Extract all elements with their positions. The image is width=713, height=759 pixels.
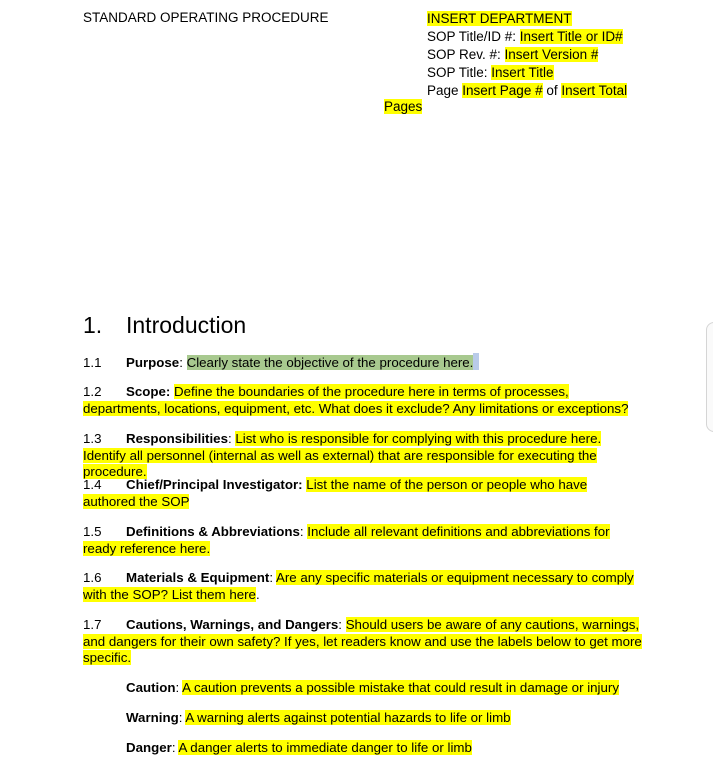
item-number: 1.3 — [83, 431, 102, 446]
item-placeholder[interactable]: List the name of the person or people who have authored the SOP — [83, 477, 588, 509]
item-label: Cautions, Warnings, and Dangers — [126, 617, 339, 632]
item-sep: : — [338, 617, 346, 632]
item-number: 1.2 — [83, 384, 102, 399]
item-sep: : — [299, 524, 308, 539]
title-id-label: SOP Title/ID #: — [427, 29, 520, 44]
title-label: SOP Title: — [427, 65, 492, 80]
note-label: Danger — [126, 740, 172, 755]
list-item — [83, 353, 643, 372]
selection-end — [473, 353, 479, 370]
item-number: 1.7 — [83, 617, 102, 632]
section-heading — [83, 312, 246, 339]
item-number: 1.4 — [83, 477, 102, 492]
note-placeholder[interactable]: A warning alerts against potential hazards to life or limb — [185, 710, 511, 725]
item-sep: : — [179, 355, 187, 370]
item-sep: : — [227, 431, 236, 446]
item-label: Definitions & Abbreviations — [126, 524, 300, 539]
danger-note — [126, 740, 472, 757]
item-placeholder[interactable]: Are any specific materials or equipment necessary to comply with the SOP? List them here — [83, 570, 634, 602]
item-tail: . — [255, 586, 260, 602]
warning-note — [126, 710, 511, 727]
section-number: 1. — [83, 312, 103, 338]
item-label: Purpose — [126, 355, 180, 370]
item-label: Scope: — [126, 384, 171, 399]
list-item — [83, 570, 643, 603]
note-sep: : — [171, 740, 179, 755]
list-item — [83, 617, 643, 667]
note-label: Warning — [126, 710, 179, 725]
item-sep: : — [269, 570, 276, 585]
page-number-placeholder[interactable]: Insert Page # — [462, 83, 543, 98]
list-item — [83, 524, 643, 557]
item-number: 1.1 — [83, 355, 102, 370]
item-label: Chief/Principal Investigator: — [126, 477, 303, 492]
page-label: Page — [427, 83, 463, 98]
item-placeholder[interactable]: Include all relevant definitions and abbreviations for ready reference here. — [83, 524, 610, 556]
note-sep: : — [175, 680, 183, 695]
selected-text[interactable]: Clearly state the objective of the procedure here. — [186, 355, 474, 370]
side-panel-handle[interactable] — [706, 322, 713, 432]
item-label: Materials & Equipment — [126, 570, 270, 585]
of-label: of — [542, 83, 562, 98]
title-id-placeholder[interactable]: Insert Title or ID# — [519, 29, 623, 44]
header-sop-label: STANDARD OPERATING PROCEDURE — [83, 10, 329, 25]
note-label: Caution — [126, 680, 176, 695]
item-number: 1.5 — [83, 524, 102, 539]
item-placeholder[interactable]: Should users be aware of any cautions, warnings, and dangers for their own safety? If yes, let readers know and use the labels below to get more specific. — [83, 617, 642, 665]
title-placeholder[interactable]: Insert Title — [491, 65, 554, 80]
note-placeholder[interactable]: A caution prevents a possible mistake that could result in damage or injury — [182, 680, 619, 695]
rev-label: SOP Rev. #: — [427, 47, 505, 62]
rev-placeholder[interactable]: Insert Version # — [504, 47, 599, 62]
list-item — [83, 477, 643, 510]
item-number: 1.6 — [83, 570, 102, 585]
item-label: Responsibilities — [126, 431, 228, 446]
item-placeholder[interactable]: List who is responsible for complying with this procedure here. Identify all personnel (internal as well as external) that are responsible for executing the procedure. — [83, 431, 602, 479]
total-pages-continued[interactable]: Pages — [384, 99, 423, 114]
note-sep: : — [178, 710, 186, 725]
department-placeholder[interactable]: INSERT DEPARTMENT — [427, 11, 572, 26]
item-placeholder[interactable]: Define the boundaries of the procedure here in terms of processes, departments, locations, equipment, etc. What does it exclude? Any limitations or exceptions? — [83, 384, 629, 416]
header-info-block — [427, 10, 627, 100]
list-item — [83, 384, 643, 417]
caution-note — [126, 680, 619, 697]
total-pages-placeholder[interactable]: Insert Total — [561, 83, 628, 98]
note-placeholder[interactable]: A danger alerts to immediate danger to life or limb — [178, 740, 472, 755]
section-title: Introduction — [126, 312, 247, 338]
list-item — [83, 431, 643, 481]
